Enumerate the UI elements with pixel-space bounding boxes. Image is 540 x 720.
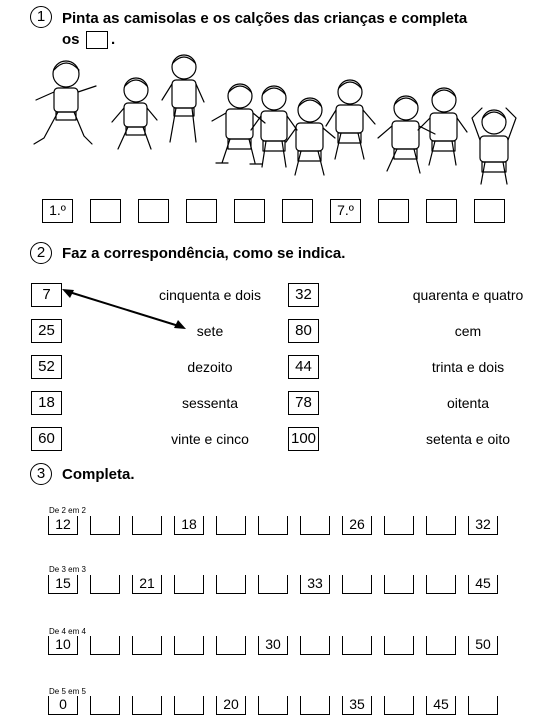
left-word[interactable]: sessenta [181,395,239,411]
sequence-cell[interactable] [132,696,162,715]
child-figure-6 [286,98,335,175]
sequence-cell[interactable]: 32 [468,516,498,535]
position-box-6[interactable] [282,199,313,223]
position-box-3[interactable] [138,199,169,223]
sequence-cell[interactable]: 45 [426,696,456,715]
sequence-cell[interactable] [300,696,330,715]
sequence-label: De 3 em 3 [49,565,86,574]
sequence-cell[interactable]: 26 [342,516,372,535]
left-number-box: 60 [31,427,62,451]
position-box-1[interactable]: 1.º [42,199,73,223]
left-number-box: 7 [31,283,62,307]
exercise-1-number: 1 [30,6,52,28]
position-box-9[interactable] [426,199,457,223]
sequence-cell[interactable] [174,575,204,594]
sequence-cell[interactable]: 15 [48,575,78,594]
sequence-cell[interactable]: 10 [48,636,78,655]
exercise-2-number: 2 [30,242,52,264]
child-figure-5 [251,86,297,167]
exercise-1-instruction-line2-suffix: . [111,31,116,48]
right-number-box: 44 [288,355,319,379]
sequence-cell[interactable] [174,636,204,655]
child-figure-1 [34,61,96,144]
sequence-cell[interactable]: 20 [216,696,246,715]
exercise-1-instruction-line1: Pinta as camisolas e os calções das crianças e completa [62,10,468,27]
child-figure-10 [472,108,516,184]
sequence-cell[interactable]: 18 [174,516,204,535]
left-number-box: 52 [31,355,62,379]
sequence-cell[interactable] [216,636,246,655]
sequence-cell[interactable] [426,575,456,594]
sequence-cell[interactable] [258,696,288,715]
exercise-1-instruction-line2-prefix: os [62,31,80,48]
sequence-cell[interactable] [300,516,330,535]
sequence-cell[interactable]: 45 [468,575,498,594]
sequence-cell[interactable]: 30 [258,636,288,655]
left-word[interactable]: vinte e cinco [171,431,249,447]
sequence-cell[interactable] [174,696,204,715]
sequence-cell[interactable] [90,516,120,535]
sequence-label: De 2 em 2 [49,506,86,515]
sequence-cell[interactable] [426,516,456,535]
sequence-cell[interactable] [90,696,120,715]
position-box-7[interactable]: 7.º [330,199,361,223]
child-figure-7 [326,80,375,159]
right-number-box: 78 [288,391,319,415]
sequence-cell[interactable] [258,575,288,594]
position-box-8[interactable] [378,199,409,223]
sequence-cell[interactable]: 0 [48,696,78,715]
sequence-cell[interactable]: 21 [132,575,162,594]
exercise-3-number: 3 [30,463,52,485]
child-figure-4 [212,84,265,164]
sequence-label: De 4 em 4 [49,627,86,636]
sequence-cell[interactable] [384,636,414,655]
position-box-2[interactable] [90,199,121,223]
position-box-4[interactable] [186,199,217,223]
child-figure-9 [418,88,467,165]
sequence-cell[interactable] [216,575,246,594]
sequence-label: De 5 em 5 [49,687,86,696]
exercise-3-instruction: Completa. [62,466,135,483]
right-number-box: 100 [288,427,319,451]
sequence-cell[interactable] [90,575,120,594]
sequence-cell[interactable]: 35 [342,696,372,715]
right-word[interactable]: oitenta [446,395,490,411]
left-word[interactable]: sete [196,323,224,339]
sequence-cell[interactable] [90,636,120,655]
exercise-2-instruction: Faz a correspondência, como se indica. [62,245,346,262]
position-box-10[interactable] [474,199,505,223]
right-number-box: 32 [288,283,319,307]
sequence-cell[interactable]: 33 [300,575,330,594]
sequence-cell[interactable] [132,516,162,535]
sequence-cell[interactable] [300,636,330,655]
left-word[interactable]: cinquenta e dois [159,287,261,303]
sequence-cell[interactable] [342,636,372,655]
right-word[interactable]: setenta e oito [425,431,511,447]
left-word[interactable]: dezoito [187,359,233,375]
left-number-box: 18 [31,391,62,415]
sequence-cell[interactable] [342,575,372,594]
child-figure-3 [162,55,204,142]
example-match-arrow [60,285,190,335]
sequence-cell[interactable]: 50 [468,636,498,655]
right-word[interactable]: cem [454,323,482,339]
left-number-box: 25 [31,319,62,343]
right-word[interactable]: trinta e dois [431,359,505,375]
inline-answer-box-example [86,31,108,49]
children-running-illustration [18,50,523,200]
sequence-cell[interactable] [132,636,162,655]
sequence-cell[interactable] [426,636,456,655]
sequence-cell[interactable]: 12 [48,516,78,535]
right-number-box: 80 [288,319,319,343]
child-figure-8 [378,96,435,173]
sequence-cell[interactable] [468,696,498,715]
position-box-5[interactable] [234,199,265,223]
sequence-cell[interactable] [216,516,246,535]
child-figure-2 [112,78,157,149]
sequence-cell[interactable] [384,696,414,715]
sequence-cell[interactable] [384,516,414,535]
sequence-cell[interactable] [384,575,414,594]
right-word[interactable]: quarenta e quatro [412,287,524,303]
sequence-cell[interactable] [258,516,288,535]
